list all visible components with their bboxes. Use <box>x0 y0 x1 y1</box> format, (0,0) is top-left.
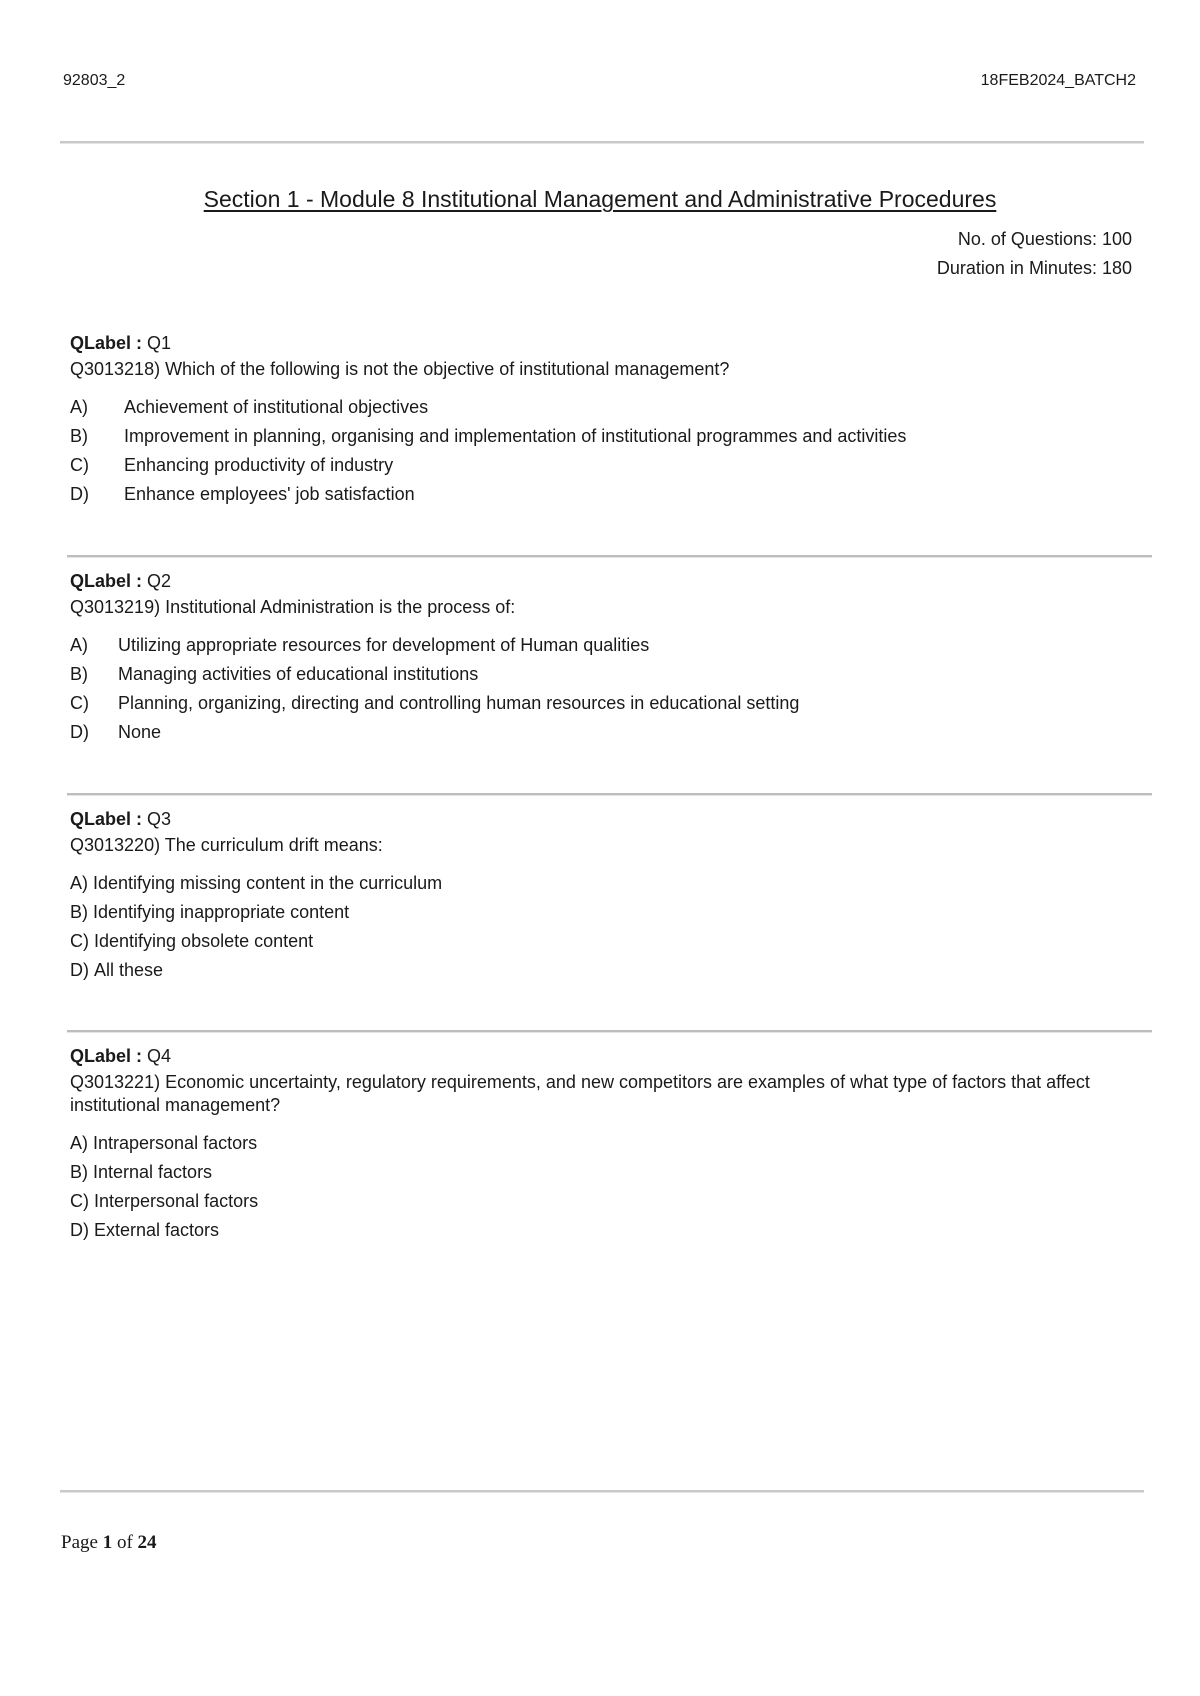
option-text: All these <box>94 960 164 980</box>
question-divider <box>67 1030 1152 1032</box>
question-label <box>70 329 1140 357</box>
option-letter: B) <box>70 664 88 684</box>
duration: Duration in Minutes: 180 <box>936 258 1132 278</box>
option-letter: D) <box>70 484 89 504</box>
option-text: Intrapersonal factors <box>93 1133 258 1153</box>
page-current: 1 <box>102 1532 113 1553</box>
option-c <box>70 1187 1140 1216</box>
qlabel-value: Q4 <box>147 1046 172 1066</box>
qlabel-prefix: QLabel : <box>70 333 143 353</box>
options-list <box>70 631 1140 747</box>
option-b <box>70 898 1140 927</box>
option-text: Improvement in planning, organising and implementation of institutional programmes and activities <box>124 426 907 446</box>
question-text: Q3013221) Economic uncertainty, regulatory requirements, and new competitors are examples of what type of factors that affect institutional management? <box>70 1072 1090 1115</box>
option-a <box>70 393 1140 422</box>
options-list <box>70 393 1140 509</box>
option-letter: C) <box>70 693 89 713</box>
question-label <box>70 567 1140 595</box>
option-d <box>70 480 1140 509</box>
num-questions: No. of Questions: 100 <box>957 229 1132 249</box>
option-c <box>70 927 1140 956</box>
option-text: Enhancing productivity of industry <box>124 455 394 475</box>
option-text: Utilizing appropriate resources for development of Human qualities <box>118 635 650 655</box>
question-block <box>70 1042 1140 1245</box>
option-text: Planning, organizing, directing and controlling human resources in educational setting <box>118 693 800 713</box>
header-divider <box>60 141 1144 143</box>
question-text: Q3013220) The curriculum drift means: <box>70 835 383 855</box>
option-text: None <box>118 722 162 742</box>
option-letter: D) <box>70 722 89 742</box>
section-title <box>0 186 1200 213</box>
page-word: Page <box>61 1532 98 1553</box>
of-word: of <box>116 1532 133 1553</box>
section-title-text: Section 1 - Module 8 Institutional Management and Administrative Procedures <box>203 186 997 212</box>
option-d <box>70 956 1140 985</box>
option-letter: D) <box>70 960 89 980</box>
options-list <box>70 1129 1140 1245</box>
option-d <box>70 718 1140 747</box>
option-letter: A) <box>70 635 88 655</box>
option-text: Enhance employees' job satisfaction <box>124 484 415 504</box>
option-letter: B) <box>70 426 88 446</box>
option-letter: B) <box>70 902 88 922</box>
option-c <box>70 689 1140 718</box>
option-letter: A) <box>70 1133 88 1153</box>
qlabel-value: Q3 <box>147 809 172 829</box>
qlabel-prefix: QLabel : <box>70 571 143 591</box>
option-letter: C) <box>70 931 89 951</box>
option-text: Identifying inappropriate content <box>93 902 350 922</box>
option-a <box>70 869 1140 898</box>
question-divider <box>67 793 1152 795</box>
question-divider <box>67 555 1152 557</box>
option-text: Interpersonal factors <box>94 1191 259 1211</box>
option-b <box>70 422 1140 451</box>
option-letter: B) <box>70 1162 88 1182</box>
option-c <box>70 451 1140 480</box>
option-letter: C) <box>70 455 89 475</box>
question-block <box>70 567 1140 747</box>
option-letter: D) <box>70 1220 89 1240</box>
option-text: Identifying missing content in the curriculum <box>93 873 443 893</box>
option-letter: C) <box>70 1191 89 1211</box>
question-text: Q3013219) Institutional Administration is the process of: <box>70 597 516 617</box>
question-label <box>70 805 1140 833</box>
option-text: Managing activities of educational institutions <box>118 664 479 684</box>
option-a <box>70 1129 1140 1158</box>
footer-divider <box>60 1490 1144 1492</box>
option-b <box>70 1158 1140 1187</box>
question-block <box>70 805 1140 985</box>
page-number <box>61 1532 157 1554</box>
batch-id: 18FEB2024_BATCH2 <box>980 72 1136 89</box>
option-b <box>70 660 1140 689</box>
option-letter: A) <box>70 397 88 417</box>
qlabel-value: Q1 <box>147 333 172 353</box>
option-text: External factors <box>94 1220 220 1240</box>
option-a <box>70 631 1140 660</box>
document-id: 92803_2 <box>63 72 126 89</box>
qlabel-value: Q2 <box>147 571 172 591</box>
page-total: 24 <box>137 1532 157 1553</box>
option-text: Internal factors <box>93 1162 213 1182</box>
option-text: Identifying obsolete content <box>94 931 314 951</box>
option-letter: A) <box>70 873 88 893</box>
option-text: Achievement of institutional objectives <box>124 397 429 417</box>
qlabel-prefix: QLabel : <box>70 809 143 829</box>
qlabel-prefix: QLabel : <box>70 1046 143 1066</box>
question-text: Q3013218) Which of the following is not the objective of institutional management? <box>70 359 730 379</box>
question-block <box>70 329 1140 509</box>
options-list <box>70 869 1140 985</box>
option-d <box>70 1216 1140 1245</box>
question-label <box>70 1042 1140 1070</box>
